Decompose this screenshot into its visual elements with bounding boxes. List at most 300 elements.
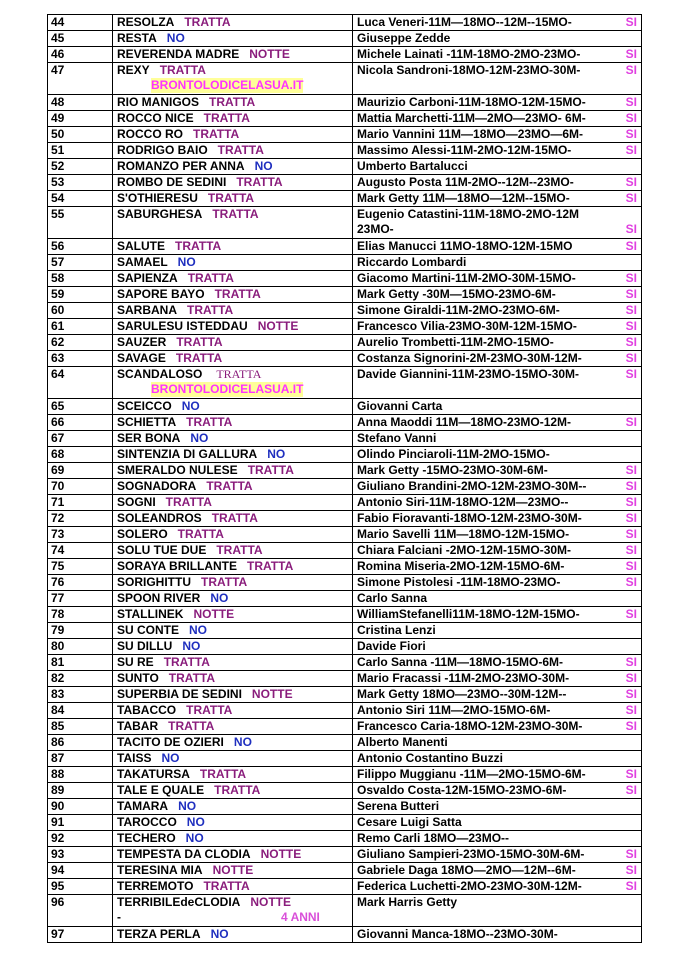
status-label: NOTTE bbox=[250, 895, 292, 909]
table-row bbox=[48, 111, 642, 127]
status-label: NO bbox=[210, 927, 229, 941]
owner-text: Federica Luchetti-2MO-23MO-30M-12M- bbox=[357, 879, 582, 893]
name-cell bbox=[113, 527, 353, 543]
si-flag: SI bbox=[625, 95, 637, 109]
row-number: 61 bbox=[48, 319, 113, 335]
row-number: 68 bbox=[48, 447, 113, 463]
name-cell bbox=[113, 31, 353, 47]
owner-text: Chiara Falciani -2MO-12M-15MO-30M- bbox=[357, 543, 572, 557]
si-flag: SI bbox=[625, 143, 637, 157]
name-cell bbox=[113, 575, 353, 591]
si-flag: SI bbox=[625, 575, 637, 589]
owner-text: Remo Carli 18MO—23MO-- bbox=[357, 831, 510, 845]
row-number: 90 bbox=[48, 799, 113, 815]
owner-cell bbox=[353, 143, 642, 159]
owner-cell bbox=[353, 95, 642, 111]
owner-text: Eugenio Catastini-11M-18MO-2MO-12M bbox=[357, 207, 580, 221]
row-number: 91 bbox=[48, 815, 113, 831]
row-number: 85 bbox=[48, 719, 113, 735]
owner-text: Osvaldo Costa-12M-15MO-23MO-6M- bbox=[357, 783, 567, 797]
name-cell bbox=[113, 463, 353, 479]
status-label: NOTTE bbox=[257, 319, 299, 333]
table-row bbox=[48, 671, 642, 687]
owner-cell bbox=[353, 239, 642, 255]
owner-cell bbox=[353, 751, 642, 767]
owner-text: Mark Harris Getty bbox=[357, 895, 458, 909]
table-row bbox=[48, 735, 642, 751]
owner-text: Romina Miseria-2MO-12M-15MO-6M- bbox=[357, 559, 565, 573]
status-label: TRATTA bbox=[201, 575, 248, 589]
owner-cell bbox=[353, 655, 642, 671]
owner-cell bbox=[353, 847, 642, 863]
row-number: 89 bbox=[48, 783, 113, 799]
status-label: NO bbox=[210, 591, 229, 605]
name-cell bbox=[113, 111, 353, 127]
horse-table bbox=[47, 14, 642, 943]
owner-cell bbox=[353, 63, 642, 95]
owner-text: Alberto Manenti bbox=[357, 735, 448, 749]
row-number: 96 bbox=[48, 895, 113, 927]
si-flag: SI bbox=[625, 191, 637, 205]
si-flag: SI bbox=[625, 703, 637, 717]
name-cell bbox=[113, 367, 353, 399]
table-row bbox=[48, 239, 642, 255]
status-label: TRATTA bbox=[247, 559, 294, 573]
table-row bbox=[48, 623, 642, 639]
table-row bbox=[48, 639, 642, 655]
owner-text: Fabio Fioravanti-18MO-12M-23MO-30M- bbox=[357, 511, 582, 525]
horse-name: SAMAEL bbox=[117, 255, 168, 269]
table-row bbox=[48, 207, 642, 239]
owner-text: Costanza Signorini-2M-23MO-30M-12M- bbox=[357, 351, 582, 365]
status-label: TRATTA bbox=[168, 719, 215, 733]
row-number: 88 bbox=[48, 767, 113, 783]
table-row bbox=[48, 527, 642, 543]
owner-text: Mark Getty 11M—18MO—12M--15MO- bbox=[357, 191, 570, 205]
table-row bbox=[48, 607, 642, 623]
si-flag: SI bbox=[625, 479, 637, 493]
row-number: 51 bbox=[48, 143, 113, 159]
row-number: 70 bbox=[48, 479, 113, 495]
table-row bbox=[48, 559, 642, 575]
table-row bbox=[48, 479, 642, 495]
owner-cell bbox=[353, 639, 642, 655]
horse-name: SALUTE bbox=[117, 239, 165, 253]
table-row bbox=[48, 591, 642, 607]
status-label: NO bbox=[233, 735, 252, 749]
status-label: TRATTA bbox=[236, 175, 283, 189]
owner-text: Filippo Muggianu -11M—2MO-15MO-6M- bbox=[357, 767, 586, 781]
owner-text: Mark Getty 18MO—23MO--30M-12M-- bbox=[357, 687, 567, 701]
row-number: 71 bbox=[48, 495, 113, 511]
status-label: TRATTA bbox=[207, 191, 255, 205]
owner-cell bbox=[353, 159, 642, 175]
status-label: TRATTA bbox=[206, 479, 253, 493]
status-label: TRATTA bbox=[214, 783, 261, 797]
owner-cell bbox=[353, 175, 642, 191]
row-number: 75 bbox=[48, 559, 113, 575]
website-note: BRONTOLODICELASUA.IT bbox=[151, 78, 304, 92]
name-cell bbox=[113, 207, 353, 239]
status-label: TRATTA bbox=[186, 415, 233, 429]
horse-name: REVERENDA MADRE bbox=[117, 47, 240, 61]
si-flag: SI bbox=[625, 415, 637, 429]
si-flag: SI bbox=[625, 303, 637, 317]
table-row bbox=[48, 335, 642, 351]
status-label: TRATTA bbox=[175, 239, 222, 253]
owner-text: Gabriele Daga 18MO—2MO—12M--6M- bbox=[357, 863, 576, 877]
status-label: TRATTA bbox=[176, 335, 223, 349]
name-cell bbox=[113, 815, 353, 831]
horse-name: SAUZER bbox=[117, 335, 167, 349]
status-label: TRATTA bbox=[193, 127, 240, 141]
si-flag: SI bbox=[625, 559, 637, 573]
horse-name: ROCCO NICE bbox=[117, 111, 194, 125]
row-number: 52 bbox=[48, 159, 113, 175]
owner-text: Mario Savelli 11M—18MO-12M-15MO- bbox=[357, 527, 570, 541]
table-row bbox=[48, 847, 642, 863]
table-row bbox=[48, 63, 642, 95]
owner-cell bbox=[353, 591, 642, 607]
si-flag: SI bbox=[625, 287, 637, 301]
owner-cell bbox=[353, 31, 642, 47]
status-label: NOTTE bbox=[249, 47, 290, 61]
horse-name: REXY bbox=[117, 63, 150, 77]
horse-name: SAPIENZA bbox=[117, 271, 178, 285]
name-cell bbox=[113, 751, 353, 767]
owner-cell bbox=[353, 287, 642, 303]
horse-name: TACITO DE OZIERI bbox=[117, 735, 224, 749]
owner-cell bbox=[353, 623, 642, 639]
name-cell bbox=[113, 703, 353, 719]
name-cell bbox=[113, 47, 353, 63]
status-label: NO bbox=[185, 831, 204, 845]
horse-name: ROCCO RO bbox=[117, 127, 183, 141]
si-flag: SI bbox=[625, 239, 637, 253]
owner-text-continued: 23MO- bbox=[357, 222, 394, 236]
name-cell bbox=[113, 255, 353, 271]
horse-name: TAKATURSA bbox=[117, 767, 190, 781]
status-label: NOTTE bbox=[260, 847, 302, 861]
owner-cell bbox=[353, 255, 642, 271]
owner-text: Simone Giraldi-11M-2MO-23MO-6M- bbox=[357, 303, 560, 317]
name-cell bbox=[113, 15, 353, 31]
table-row bbox=[48, 799, 642, 815]
name-cell bbox=[113, 447, 353, 463]
si-flag: SI bbox=[625, 511, 637, 525]
owner-text: Antonio Costantino Buzzi bbox=[357, 751, 503, 765]
table-row bbox=[48, 815, 642, 831]
si-flag: SI bbox=[625, 767, 637, 781]
row-number: 65 bbox=[48, 399, 113, 415]
name-cell bbox=[113, 319, 353, 335]
name-cell bbox=[113, 607, 353, 623]
name-cell bbox=[113, 303, 353, 319]
name-cell bbox=[113, 191, 353, 207]
table-row bbox=[48, 751, 642, 767]
name-cell bbox=[113, 623, 353, 639]
name-cell bbox=[113, 399, 353, 415]
owner-cell bbox=[353, 463, 642, 479]
status-label: TRATTA bbox=[186, 703, 233, 717]
si-flag: SI bbox=[625, 655, 637, 669]
owner-cell bbox=[353, 415, 642, 431]
horse-name: SOLERO bbox=[117, 527, 168, 541]
status-label: NO bbox=[181, 399, 200, 413]
owner-cell bbox=[353, 367, 642, 399]
owner-text: Antonio Siri 11M—2MO-15MO-6M- bbox=[357, 703, 551, 717]
name-cell bbox=[113, 271, 353, 287]
horse-name: SAPORE BAYO bbox=[117, 287, 205, 301]
owner-text: Carlo Sanna -11M—18MO-15MO-6M- bbox=[357, 655, 564, 669]
si-flag: SI bbox=[625, 127, 637, 141]
si-flag: SI bbox=[625, 671, 637, 685]
owner-cell bbox=[353, 15, 642, 31]
name-cell bbox=[113, 143, 353, 159]
si-flag: SI bbox=[625, 463, 637, 477]
horse-name: ROMBO DE SEDINI bbox=[117, 175, 227, 189]
table-row bbox=[48, 143, 642, 159]
row-number: 97 bbox=[48, 927, 113, 943]
name-cell bbox=[113, 559, 353, 575]
owner-text: Riccardo Lombardi bbox=[357, 255, 467, 269]
name-cell bbox=[113, 159, 353, 175]
owner-text: Mattia Marchetti-11M—2MO—23MO- 6M- bbox=[357, 111, 586, 125]
owner-cell bbox=[353, 111, 642, 127]
row-number: 56 bbox=[48, 239, 113, 255]
row-number: 58 bbox=[48, 271, 113, 287]
horse-name: SCEICCO bbox=[117, 399, 172, 413]
row-number: 82 bbox=[48, 671, 113, 687]
row-number: 83 bbox=[48, 687, 113, 703]
row-number: 76 bbox=[48, 575, 113, 591]
table-row bbox=[48, 543, 642, 559]
owner-cell bbox=[353, 511, 642, 527]
table-row bbox=[48, 47, 642, 63]
owner-text: Giuliano Brandini-2MO-12M-23MO-30M-- bbox=[357, 479, 587, 493]
owner-cell bbox=[353, 863, 642, 879]
horse-name: RESTA bbox=[117, 31, 157, 45]
table-row bbox=[48, 31, 642, 47]
table-row bbox=[48, 367, 642, 399]
name-cell bbox=[113, 495, 353, 511]
si-flag: SI bbox=[625, 847, 637, 861]
status-label: TRATTA bbox=[203, 111, 250, 125]
horse-name: SOGNI bbox=[117, 495, 156, 509]
owner-cell bbox=[353, 671, 642, 687]
owner-text: Simone Pistolesi -11M-18MO-23MO- bbox=[357, 575, 561, 589]
owner-cell bbox=[353, 703, 642, 719]
owner-cell bbox=[353, 399, 642, 415]
owner-text: Luca Veneri-11M—18MO--12M--15MO- bbox=[357, 15, 572, 29]
owner-cell bbox=[353, 879, 642, 895]
row-number: 86 bbox=[48, 735, 113, 751]
horse-name: TERREMOTO bbox=[117, 879, 194, 893]
status-label: TRATTA bbox=[159, 63, 206, 77]
table-row bbox=[48, 447, 642, 463]
horse-name: SUNTO bbox=[117, 671, 159, 685]
row-number: 79 bbox=[48, 623, 113, 639]
table-row bbox=[48, 511, 642, 527]
table-row bbox=[48, 95, 642, 111]
owner-cell bbox=[353, 607, 642, 623]
owner-cell bbox=[353, 815, 642, 831]
row-number: 74 bbox=[48, 543, 113, 559]
owner-text: Antonio Siri-11M-18MO-12M—23MO-- bbox=[357, 495, 569, 509]
row-number: 72 bbox=[48, 511, 113, 527]
horse-name: SUPERBIA DE SEDINI bbox=[117, 687, 242, 701]
horse-name: SORAYA BRILLANTE bbox=[117, 559, 238, 573]
table-row bbox=[48, 287, 642, 303]
table-row bbox=[48, 271, 642, 287]
horse-name: SARBANA bbox=[117, 303, 177, 317]
owner-text: Giuliano Sampieri-23MO-15MO-30M-6M- bbox=[357, 847, 585, 861]
status-label: TRATTA bbox=[217, 143, 264, 157]
table-row bbox=[48, 575, 642, 591]
owner-cell bbox=[353, 799, 642, 815]
name-cell bbox=[113, 543, 353, 559]
name-cell bbox=[113, 511, 353, 527]
horse-name: TABACCO bbox=[117, 703, 177, 717]
owner-text: Giacomo Martini-11M-2MO-30M-15MO- bbox=[357, 271, 576, 285]
owner-cell bbox=[353, 479, 642, 495]
si-flag: SI bbox=[625, 783, 637, 797]
table-row bbox=[48, 927, 642, 943]
row-number: 54 bbox=[48, 191, 113, 207]
owner-text: Aurelio Trombetti-11M-2MO-15MO- bbox=[357, 335, 554, 349]
horse-name: TERZA PERLA bbox=[117, 927, 201, 941]
si-flag: SI bbox=[625, 527, 637, 541]
si-flag: SI bbox=[625, 47, 637, 61]
horse-name: SINTENZIA DI GALLURA bbox=[117, 447, 258, 461]
row-number: 80 bbox=[48, 639, 113, 655]
status-label: TRATTA bbox=[211, 511, 258, 525]
table-row bbox=[48, 159, 642, 175]
owner-text: Michele Lainati -11M-18MO-2MO-23MO- bbox=[357, 47, 581, 61]
row-number: 87 bbox=[48, 751, 113, 767]
status-label: TRATTA bbox=[187, 303, 234, 317]
name-cell bbox=[113, 239, 353, 255]
status-label: NO bbox=[182, 639, 201, 653]
owner-cell bbox=[353, 783, 642, 799]
row-number: 95 bbox=[48, 879, 113, 895]
name-cell bbox=[113, 927, 353, 943]
si-flag: SI bbox=[625, 111, 637, 125]
status-label: TRATTA bbox=[187, 271, 234, 285]
horse-name: SU CONTE bbox=[117, 623, 180, 637]
horse-name: SARULESU ISTEDDAU bbox=[117, 319, 248, 333]
name-cell bbox=[113, 783, 353, 799]
row-number: 49 bbox=[48, 111, 113, 127]
owner-text: Francesco Caria-18MO-12M-23MO-30M- bbox=[357, 719, 583, 733]
status-label: NO bbox=[177, 255, 196, 269]
owner-cell bbox=[353, 191, 642, 207]
status-label: TRATTA bbox=[203, 879, 250, 893]
name-cell bbox=[113, 479, 353, 495]
table-row bbox=[48, 783, 642, 799]
name-continuation: - bbox=[117, 910, 121, 924]
status-label: NO bbox=[190, 431, 209, 445]
owner-cell bbox=[353, 431, 642, 447]
name-cell bbox=[113, 671, 353, 687]
owner-cell bbox=[353, 271, 642, 287]
status-label: NO bbox=[166, 31, 185, 45]
si-flag: SI bbox=[625, 367, 637, 381]
status-label: TRATTA bbox=[184, 15, 231, 29]
owner-cell bbox=[353, 319, 642, 335]
table-row bbox=[48, 399, 642, 415]
owner-text: Maurizio Carboni-11M-18MO-12M-15MO- bbox=[357, 95, 586, 109]
row-number: 73 bbox=[48, 527, 113, 543]
table-row bbox=[48, 767, 642, 783]
table-row bbox=[48, 431, 642, 447]
status-label: NO bbox=[254, 159, 273, 173]
owner-text: Nicola Sandroni-18MO-12M-23MO-30M- bbox=[357, 63, 581, 77]
horse-name: SOGNADORA bbox=[117, 479, 197, 493]
table-row bbox=[48, 495, 642, 511]
status-label: NOTTE bbox=[251, 687, 293, 701]
row-number: 57 bbox=[48, 255, 113, 271]
row-number: 67 bbox=[48, 431, 113, 447]
table-row bbox=[48, 655, 642, 671]
horse-name: STALLINEK bbox=[117, 607, 184, 621]
si-flag: SI bbox=[625, 863, 637, 877]
row-number: 63 bbox=[48, 351, 113, 367]
si-flag: SI bbox=[625, 543, 637, 557]
name-cell bbox=[113, 175, 353, 191]
status-label: NO bbox=[186, 815, 205, 829]
si-flag: SI bbox=[625, 319, 637, 333]
horse-name: SAVAGE bbox=[117, 351, 166, 365]
status-label: TRATTA bbox=[168, 671, 216, 685]
si-flag: SI bbox=[625, 175, 637, 189]
owner-text: Mario Vannini 11M—18MO—23MO—6M- bbox=[357, 127, 584, 141]
horse-name: RODRIGO BAIO bbox=[117, 143, 208, 157]
owner-text: Anna Maoddi 11M—18MO-23MO-12M- bbox=[357, 415, 572, 429]
owner-text: Serena Butteri bbox=[357, 799, 440, 813]
row-number: 60 bbox=[48, 303, 113, 319]
name-cell bbox=[113, 719, 353, 735]
horse-name: SOLU TUE DUE bbox=[117, 543, 207, 557]
name-cell bbox=[113, 591, 353, 607]
row-number: 84 bbox=[48, 703, 113, 719]
owner-text: Mario Fracassi -11M-2MO-23MO-30M- bbox=[357, 671, 570, 685]
table-row bbox=[48, 303, 642, 319]
name-cell bbox=[113, 895, 353, 927]
row-number: 92 bbox=[48, 831, 113, 847]
horse-name: TEMPESTA DA CLODIA bbox=[117, 847, 251, 861]
table-row bbox=[48, 255, 642, 271]
status-label: TRATTA bbox=[199, 767, 247, 781]
owner-text: Cesare Luigi Satta bbox=[357, 815, 462, 829]
status-label: NOTTE bbox=[193, 607, 235, 621]
name-cell bbox=[113, 431, 353, 447]
owner-cell bbox=[353, 895, 642, 927]
horse-table-body bbox=[48, 15, 642, 943]
owner-text: Giovanni Carta bbox=[357, 399, 443, 413]
row-number: 53 bbox=[48, 175, 113, 191]
owner-cell bbox=[353, 687, 642, 703]
name-cell bbox=[113, 287, 353, 303]
si-flag: SI bbox=[625, 351, 637, 365]
owner-cell bbox=[353, 47, 642, 63]
si-flag: SI bbox=[625, 719, 637, 733]
table-row bbox=[48, 863, 642, 879]
row-number: 45 bbox=[48, 31, 113, 47]
owner-text: Francesco Vilia-23MO-30M-12M-15MO- bbox=[357, 319, 577, 333]
row-number: 50 bbox=[48, 127, 113, 143]
name-cell bbox=[113, 63, 353, 95]
